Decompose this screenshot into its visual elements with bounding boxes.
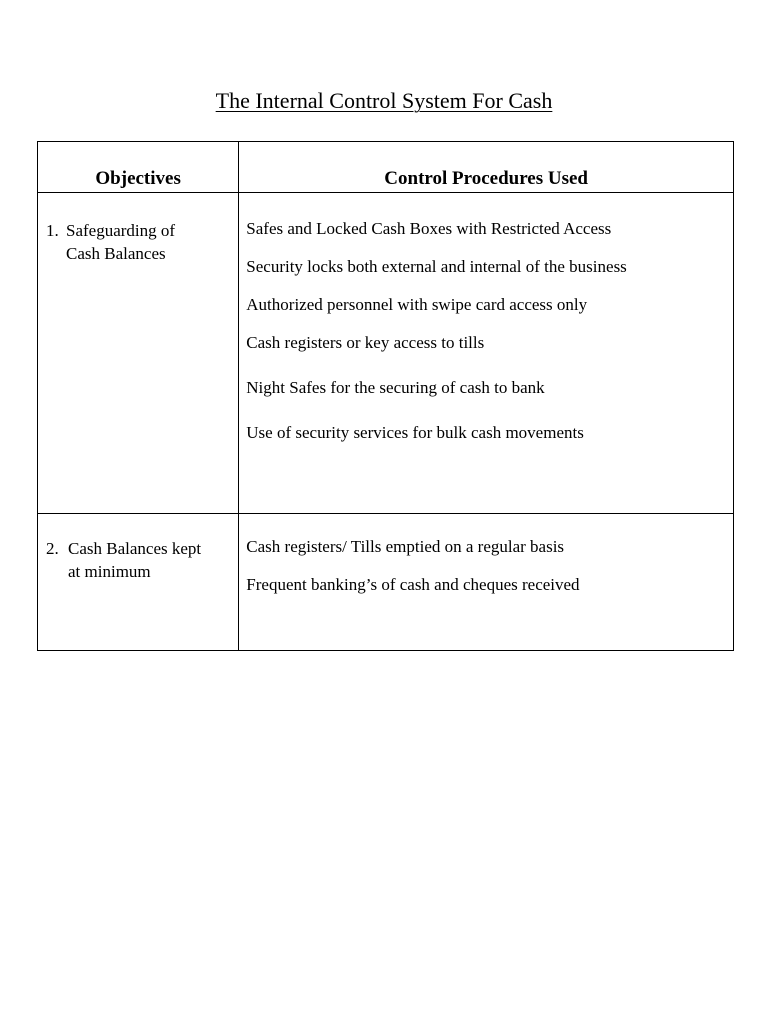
objective-text-line1: Safeguarding of <box>66 221 176 240</box>
control-procedures-table <box>37 141 734 651</box>
procedure-item: Cash registers or key access to tills <box>246 333 485 352</box>
objective-number: 2. <box>46 539 59 558</box>
procedure-item: Authorized personnel with swipe card access only <box>246 295 588 314</box>
procedure-item: Night Safes for the securing of cash to bank <box>246 378 545 397</box>
procedures-cell <box>239 514 734 651</box>
procedures-cell <box>239 193 734 514</box>
table-row <box>38 514 734 651</box>
objective-cell <box>38 193 239 514</box>
header-control-procedures: Control Procedures Used <box>239 142 734 193</box>
objective-line-2 <box>46 242 232 265</box>
objective-line-2 <box>46 560 232 583</box>
objective-text-line1: Cash Balances kept <box>68 539 202 558</box>
objective-cell <box>38 514 239 651</box>
procedure-item: Use of security services for bulk cash movements <box>246 423 584 442</box>
procedure-item: Cash registers/ Tills emptied on a regular basis <box>246 537 565 556</box>
table-header-row <box>38 142 734 193</box>
header-objectives: Objectives <box>38 142 239 193</box>
document-title <box>0 87 768 115</box>
procedure-item: Security locks both external and internal of the business <box>246 257 627 276</box>
procedure-item: Frequent banking’s of cash and cheques received <box>246 575 580 594</box>
objective-line-1 <box>46 219 232 242</box>
procedure-item: Safes and Locked Cash Boxes with Restricted Access <box>246 219 612 238</box>
objective-number: 1. <box>46 221 59 240</box>
document-title-text: The Internal Control System For Cash <box>215 88 553 113</box>
objective-text-line2: Cash Balances <box>66 244 166 263</box>
table-row <box>38 193 734 514</box>
objective-text-line2: at minimum <box>68 562 151 581</box>
objective-line-1 <box>46 537 232 560</box>
